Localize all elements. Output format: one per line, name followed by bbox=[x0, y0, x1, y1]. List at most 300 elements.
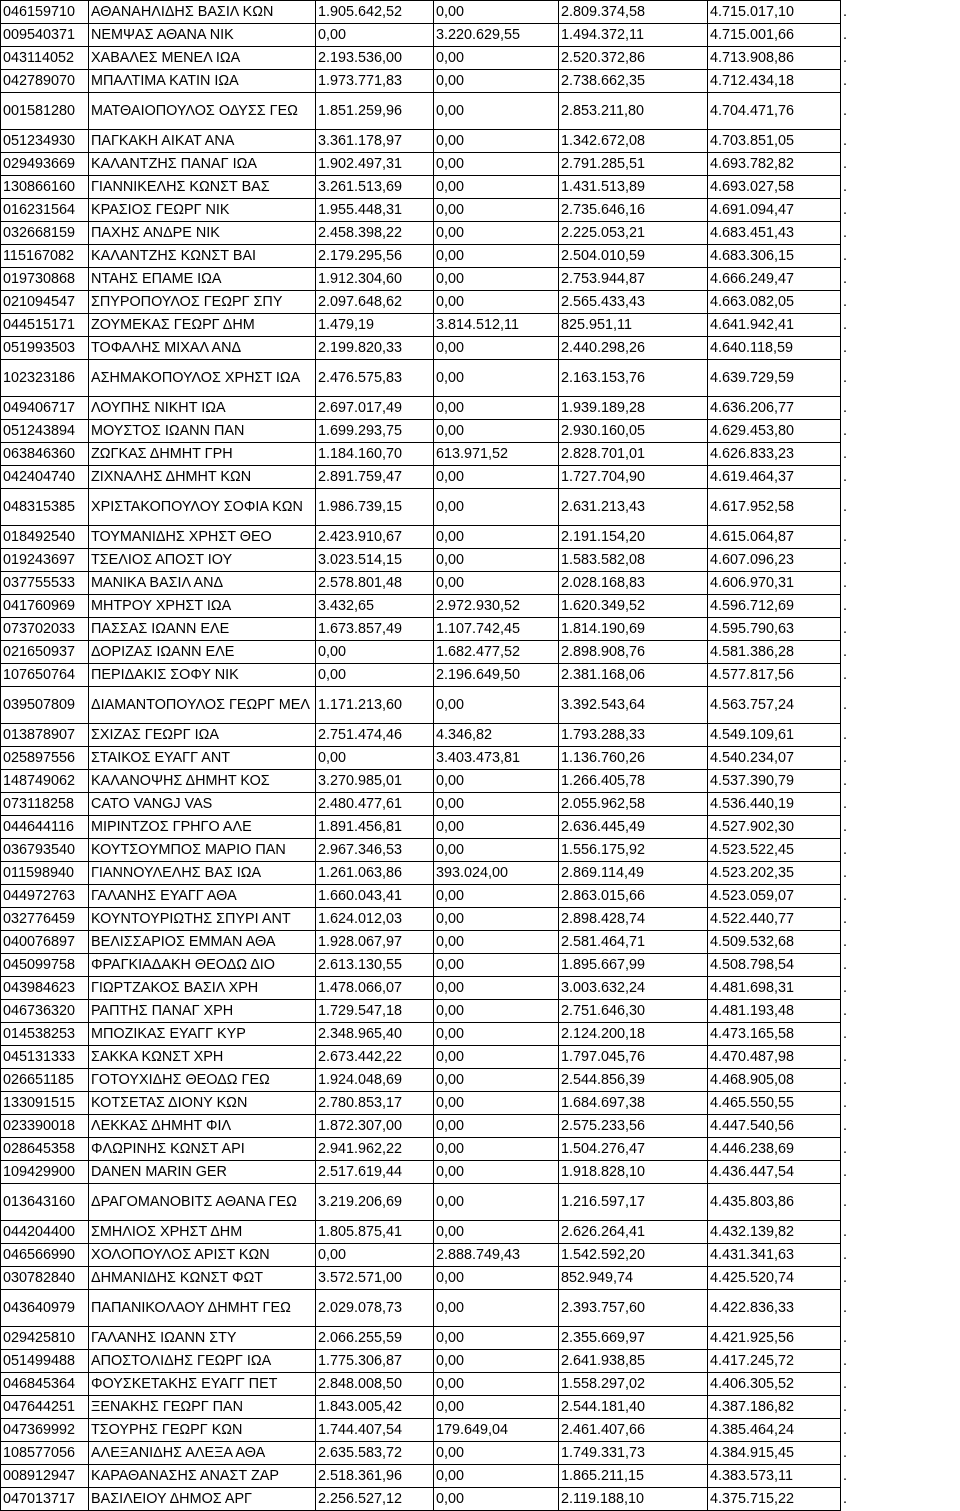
table-row bbox=[1, 1161, 861, 1184]
amount-1-cell: 2.458.398,22 bbox=[316, 222, 434, 245]
amount-3-cell: 2.119.188,10 bbox=[559, 1488, 708, 1511]
marker-cell: . bbox=[841, 70, 861, 93]
total-cell: 4.629.453,80 bbox=[708, 420, 841, 443]
name-cell: ΚΟΥΝΤΟΥΡΙΩΤΗΣ ΣΠΥΡΙ ΑΝΤ bbox=[89, 908, 316, 931]
name-cell: ΠΑΧΗΣ ΑΝΔΡΕ ΝΙΚ bbox=[89, 222, 316, 245]
marker-cell: . bbox=[841, 443, 861, 466]
amount-3-cell: 2.393.757,60 bbox=[559, 1290, 708, 1327]
amount-2-cell: 0,00 bbox=[434, 1373, 559, 1396]
amount-1-cell: 1.673.857,49 bbox=[316, 618, 434, 641]
amount-2-cell: 0,00 bbox=[434, 397, 559, 420]
amount-2-cell: 0,00 bbox=[434, 1350, 559, 1373]
amount-1-cell: 1.973.771,83 bbox=[316, 70, 434, 93]
table-row bbox=[1, 245, 861, 268]
total-cell: 4.693.782,82 bbox=[708, 153, 841, 176]
tax-id-cell: 023390018 bbox=[1, 1115, 89, 1138]
total-cell: 4.666.249,47 bbox=[708, 268, 841, 291]
amount-1-cell: 2.751.474,46 bbox=[316, 724, 434, 747]
amount-1-cell: 0,00 bbox=[316, 24, 434, 47]
amount-1-cell: 1.891.456,81 bbox=[316, 816, 434, 839]
name-cell: ΒΑΣΙΛΕΙΟΥ ΔΗΜΟΣ ΑΡΓ bbox=[89, 1488, 316, 1511]
name-cell: ΜΗΤΡΟΥ ΧΡΗΣΤ ΙΩΑ bbox=[89, 595, 316, 618]
tax-id-cell: 041760969 bbox=[1, 595, 89, 618]
tax-id-cell: 107650764 bbox=[1, 664, 89, 687]
amount-3-cell: 2.504.010,59 bbox=[559, 245, 708, 268]
name-cell: ΣΤΑΙΚΟΣ ΕΥΑΓΓ ΑΝΤ bbox=[89, 747, 316, 770]
tax-id-cell: 051243894 bbox=[1, 420, 89, 443]
amount-2-cell: 0,00 bbox=[434, 549, 559, 572]
marker-cell: . bbox=[841, 572, 861, 595]
name-cell: ΣΧΙΖΑΣ ΓΕΩΡΓ ΙΩΑ bbox=[89, 724, 316, 747]
tax-id-cell: 115167082 bbox=[1, 245, 89, 268]
amount-1-cell: 2.179.295,56 bbox=[316, 245, 434, 268]
total-cell: 4.615.064,87 bbox=[708, 526, 841, 549]
amount-1-cell: 3.361.178,97 bbox=[316, 130, 434, 153]
name-cell: ΑΣΗΜΑΚΟΠΟΥΛΟΣ ΧΡΗΣΤ ΙΩΑ bbox=[89, 360, 316, 397]
amount-2-cell: 0,00 bbox=[434, 1327, 559, 1350]
amount-3-cell: 2.544.181,40 bbox=[559, 1396, 708, 1419]
total-cell: 4.640.118,59 bbox=[708, 337, 841, 360]
amount-1-cell: 2.967.346,53 bbox=[316, 839, 434, 862]
amount-3-cell: 1.431.513,89 bbox=[559, 176, 708, 199]
marker-cell: . bbox=[841, 1465, 861, 1488]
amount-2-cell: 0,00 bbox=[434, 572, 559, 595]
amount-3-cell: 2.163.153,76 bbox=[559, 360, 708, 397]
amount-1-cell: 1.479,19 bbox=[316, 314, 434, 337]
total-cell: 4.607.096,23 bbox=[708, 549, 841, 572]
marker-cell: . bbox=[841, 1488, 861, 1511]
total-cell: 4.715.017,10 bbox=[708, 1, 841, 24]
amount-3-cell: 2.520.372,86 bbox=[559, 47, 708, 70]
total-cell: 4.523.522,45 bbox=[708, 839, 841, 862]
total-cell: 4.446.238,69 bbox=[708, 1138, 841, 1161]
amount-1-cell: 2.193.536,00 bbox=[316, 47, 434, 70]
amount-1-cell: 1.851.259,96 bbox=[316, 93, 434, 130]
marker-cell: . bbox=[841, 1046, 861, 1069]
marker-cell: . bbox=[841, 1373, 861, 1396]
name-cell: ΖΙΧΝΑΛΗΣ ΔΗΜΗΤ ΚΩΝ bbox=[89, 466, 316, 489]
amount-2-cell: 0,00 bbox=[434, 1092, 559, 1115]
table-row bbox=[1, 572, 861, 595]
name-cell: ΓΑΛΑΝΗΣ ΕΥΑΓΓ ΑΘΑ bbox=[89, 885, 316, 908]
total-cell: 4.481.193,48 bbox=[708, 1000, 841, 1023]
amount-2-cell: 0,00 bbox=[434, 816, 559, 839]
table-row bbox=[1, 862, 861, 885]
table-row bbox=[1, 466, 861, 489]
name-cell: DANEN MARIN GER bbox=[89, 1161, 316, 1184]
amount-1-cell: 2.476.575,83 bbox=[316, 360, 434, 397]
tax-id-cell: 043114052 bbox=[1, 47, 89, 70]
name-cell: ΤΟΥΜΑΝΙΔΗΣ ΧΡΗΣΤ ΘΕΟ bbox=[89, 526, 316, 549]
amount-1-cell: 1.902.497,31 bbox=[316, 153, 434, 176]
name-cell: ΞΕΝΑΚΗΣ ΓΕΩΡΓ ΠΑΝ bbox=[89, 1396, 316, 1419]
name-cell: ΠΑΓΚΑΚΗ ΑΙΚΑΤ ΑΝΑ bbox=[89, 130, 316, 153]
total-cell: 4.422.836,33 bbox=[708, 1290, 841, 1327]
amount-1-cell: 1.775.306,87 bbox=[316, 1350, 434, 1373]
table-row bbox=[1, 314, 861, 337]
amount-1-cell: 1.872.307,00 bbox=[316, 1115, 434, 1138]
tax-id-cell: 047644251 bbox=[1, 1396, 89, 1419]
amount-2-cell: 3.403.473,81 bbox=[434, 747, 559, 770]
table-row bbox=[1, 687, 861, 724]
amount-3-cell: 2.735.646,16 bbox=[559, 199, 708, 222]
table-row bbox=[1, 816, 861, 839]
tax-id-cell: 028645358 bbox=[1, 1138, 89, 1161]
tax-id-cell: 045131333 bbox=[1, 1046, 89, 1069]
tax-id-cell: 021650937 bbox=[1, 641, 89, 664]
amount-1-cell: 2.029.078,73 bbox=[316, 1290, 434, 1327]
name-cell: ΓΑΛΑΝΗΣ ΙΩΑΝΝ ΣΤΥ bbox=[89, 1327, 316, 1350]
marker-cell: . bbox=[841, 360, 861, 397]
amount-2-cell: 0,00 bbox=[434, 268, 559, 291]
amount-3-cell: 1.504.276,47 bbox=[559, 1138, 708, 1161]
amount-1-cell: 3.270.985,01 bbox=[316, 770, 434, 793]
amount-3-cell: 2.636.445,49 bbox=[559, 816, 708, 839]
amount-2-cell: 0,00 bbox=[434, 199, 559, 222]
total-cell: 4.406.305,52 bbox=[708, 1373, 841, 1396]
amount-2-cell: 0,00 bbox=[434, 70, 559, 93]
marker-cell: . bbox=[841, 1221, 861, 1244]
total-cell: 4.435.803,86 bbox=[708, 1184, 841, 1221]
table-row bbox=[1, 664, 861, 687]
amount-2-cell: 393.024,00 bbox=[434, 862, 559, 885]
amount-2-cell: 0,00 bbox=[434, 47, 559, 70]
amount-2-cell: 0,00 bbox=[434, 1069, 559, 1092]
amount-3-cell: 1.797.045,76 bbox=[559, 1046, 708, 1069]
table-row bbox=[1, 1350, 861, 1373]
marker-cell: . bbox=[841, 1023, 861, 1046]
name-cell: ΚΟΥΤΣΟΥΜΠΟΣ ΜΑΡΙΟ ΠΑΝ bbox=[89, 839, 316, 862]
tax-id-cell: 108577056 bbox=[1, 1442, 89, 1465]
amount-1-cell: 2.673.442,22 bbox=[316, 1046, 434, 1069]
marker-cell: . bbox=[841, 1244, 861, 1267]
amount-3-cell: 825.951,11 bbox=[559, 314, 708, 337]
tax-id-cell: 029493669 bbox=[1, 153, 89, 176]
amount-1-cell: 1.729.547,18 bbox=[316, 1000, 434, 1023]
tax-id-cell: 042404740 bbox=[1, 466, 89, 489]
marker-cell: . bbox=[841, 24, 861, 47]
table-row bbox=[1, 1023, 861, 1046]
total-cell: 4.563.757,24 bbox=[708, 687, 841, 724]
table-row bbox=[1, 1221, 861, 1244]
amount-2-cell: 0,00 bbox=[434, 1267, 559, 1290]
amount-1-cell: 2.697.017,49 bbox=[316, 397, 434, 420]
amount-2-cell: 0,00 bbox=[434, 1290, 559, 1327]
name-cell: ΜΑΤΘΑΙΟΠΟΥΛΟΣ ΟΔΥΣΣ ΓΕΩ bbox=[89, 93, 316, 130]
marker-cell: . bbox=[841, 770, 861, 793]
amount-3-cell: 2.738.662,35 bbox=[559, 70, 708, 93]
marker-cell: . bbox=[841, 466, 861, 489]
total-cell: 4.470.487,98 bbox=[708, 1046, 841, 1069]
amount-2-cell: 0,00 bbox=[434, 1221, 559, 1244]
marker-cell: . bbox=[841, 931, 861, 954]
table-row bbox=[1, 443, 861, 466]
amount-1-cell: 2.256.527,12 bbox=[316, 1488, 434, 1511]
amount-2-cell: 0,00 bbox=[434, 466, 559, 489]
amount-1-cell: 0,00 bbox=[316, 641, 434, 664]
amount-1-cell: 1.955.448,31 bbox=[316, 199, 434, 222]
amount-1-cell: 0,00 bbox=[316, 1244, 434, 1267]
amount-2-cell: 0,00 bbox=[434, 1023, 559, 1046]
marker-cell: . bbox=[841, 1290, 861, 1327]
amount-1-cell: 1.924.048,69 bbox=[316, 1069, 434, 1092]
amount-2-cell: 179.649,04 bbox=[434, 1419, 559, 1442]
amount-3-cell: 2.355.669,97 bbox=[559, 1327, 708, 1350]
amount-1-cell: 1.986.739,15 bbox=[316, 489, 434, 526]
amount-2-cell: 0,00 bbox=[434, 153, 559, 176]
total-cell: 4.595.790,63 bbox=[708, 618, 841, 641]
table-row bbox=[1, 839, 861, 862]
amount-2-cell: 0,00 bbox=[434, 885, 559, 908]
amount-1-cell: 2.578.801,48 bbox=[316, 572, 434, 595]
amount-3-cell: 2.863.015,66 bbox=[559, 885, 708, 908]
table-row bbox=[1, 1092, 861, 1115]
table-row bbox=[1, 885, 861, 908]
name-cell: ΣΑΚΚΑ ΚΩΝΣΤ ΧΡΗ bbox=[89, 1046, 316, 1069]
marker-cell: . bbox=[841, 397, 861, 420]
amount-1-cell: 2.517.619,44 bbox=[316, 1161, 434, 1184]
tax-id-cell: 044515171 bbox=[1, 314, 89, 337]
total-cell: 4.447.540,56 bbox=[708, 1115, 841, 1138]
name-cell: ΓΙΑΝΝΟΥΛΕΛΗΣ ΒΑΣ ΙΩΑ bbox=[89, 862, 316, 885]
name-cell: ΑΠΟΣΤΟΛΙΔΗΣ ΓΕΩΡΓ ΙΩΑ bbox=[89, 1350, 316, 1373]
table-row bbox=[1, 199, 861, 222]
name-cell: ΤΣΟΥΡΗΣ ΓΕΩΡΓ ΚΩΝ bbox=[89, 1419, 316, 1442]
name-cell: ΧΑΒΑΛΕΣ ΜΕΝΕΛ ΙΩΑ bbox=[89, 47, 316, 70]
name-cell: ΜΟΥΣΤΟΣ ΙΩΑΝΝ ΠΑΝ bbox=[89, 420, 316, 443]
tax-id-cell: 025897556 bbox=[1, 747, 89, 770]
tax-id-cell: 043640979 bbox=[1, 1290, 89, 1327]
table-row bbox=[1, 977, 861, 1000]
tax-id-cell: 011598940 bbox=[1, 862, 89, 885]
name-cell: ΝΕΜΨΑΣ ΑΘΑΝΑ ΝΙΚ bbox=[89, 24, 316, 47]
name-cell: ΚΑΡΑΘΑΝΑΣΗΣ ΑΝΑΣΤ ΖΑΡ bbox=[89, 1465, 316, 1488]
tax-id-cell: 030782840 bbox=[1, 1267, 89, 1290]
amount-3-cell: 1.895.667,99 bbox=[559, 954, 708, 977]
table-row bbox=[1, 1, 861, 24]
amount-3-cell: 1.684.697,38 bbox=[559, 1092, 708, 1115]
table-row bbox=[1, 1327, 861, 1350]
tax-id-cell: 044204400 bbox=[1, 1221, 89, 1244]
tax-id-cell: 046159710 bbox=[1, 1, 89, 24]
marker-cell: . bbox=[841, 222, 861, 245]
amount-3-cell: 2.853.211,80 bbox=[559, 93, 708, 130]
table-row bbox=[1, 1000, 861, 1023]
amount-2-cell: 613.971,52 bbox=[434, 443, 559, 466]
amount-1-cell: 1.928.067,97 bbox=[316, 931, 434, 954]
amount-1-cell: 1.843.005,42 bbox=[316, 1396, 434, 1419]
table-row bbox=[1, 1373, 861, 1396]
amount-1-cell: 2.891.759,47 bbox=[316, 466, 434, 489]
name-cell: ΖΩΓΚΑΣ ΔΗΜΗΤ ΓΡΗ bbox=[89, 443, 316, 466]
total-cell: 4.509.532,68 bbox=[708, 931, 841, 954]
marker-cell: . bbox=[841, 1442, 861, 1465]
table-row bbox=[1, 268, 861, 291]
total-cell: 4.385.464,24 bbox=[708, 1419, 841, 1442]
tax-id-cell: 044644116 bbox=[1, 816, 89, 839]
total-cell: 4.540.234,07 bbox=[708, 747, 841, 770]
total-cell: 4.713.908,86 bbox=[708, 47, 841, 70]
tax-id-cell: 019730868 bbox=[1, 268, 89, 291]
marker-cell: . bbox=[841, 291, 861, 314]
name-cell: ΓΙΑΝΝΙΚΕΛΗΣ ΚΩΝΣΤ ΒΑΣ bbox=[89, 176, 316, 199]
table-row bbox=[1, 1184, 861, 1221]
tax-id-cell: 063846360 bbox=[1, 443, 89, 466]
amount-3-cell: 2.575.233,56 bbox=[559, 1115, 708, 1138]
total-cell: 4.384.915,45 bbox=[708, 1442, 841, 1465]
amount-1-cell: 3.023.514,15 bbox=[316, 549, 434, 572]
amount-2-cell: 0,00 bbox=[434, 931, 559, 954]
table-row bbox=[1, 1290, 861, 1327]
amount-2-cell: 0,00 bbox=[434, 1046, 559, 1069]
amount-3-cell: 2.751.646,30 bbox=[559, 1000, 708, 1023]
marker-cell: . bbox=[841, 793, 861, 816]
marker-cell: . bbox=[841, 1, 861, 24]
tax-id-cell: 001581280 bbox=[1, 93, 89, 130]
tax-id-cell: 109429900 bbox=[1, 1161, 89, 1184]
amount-3-cell: 3.392.543,64 bbox=[559, 687, 708, 724]
total-cell: 4.421.925,56 bbox=[708, 1327, 841, 1350]
amount-3-cell: 1.727.704,90 bbox=[559, 466, 708, 489]
amount-3-cell: 2.191.154,20 bbox=[559, 526, 708, 549]
amount-1-cell: 1.624.012,03 bbox=[316, 908, 434, 931]
name-cell: ΚΑΛΑΝΤΖΗΣ ΚΩΝΣΤ ΒΑΙ bbox=[89, 245, 316, 268]
marker-cell: . bbox=[841, 337, 861, 360]
tax-id-cell: 045099758 bbox=[1, 954, 89, 977]
marker-cell: . bbox=[841, 1161, 861, 1184]
amount-3-cell: 2.828.701,01 bbox=[559, 443, 708, 466]
amount-2-cell: 2.972.930,52 bbox=[434, 595, 559, 618]
amount-3-cell: 2.930.160,05 bbox=[559, 420, 708, 443]
table-row bbox=[1, 954, 861, 977]
amount-3-cell: 2.898.908,76 bbox=[559, 641, 708, 664]
tax-id-cell: 042789070 bbox=[1, 70, 89, 93]
amount-1-cell: 1.261.063,86 bbox=[316, 862, 434, 885]
total-cell: 4.481.698,31 bbox=[708, 977, 841, 1000]
tax-id-cell: 008912947 bbox=[1, 1465, 89, 1488]
amount-1-cell: 1.184.160,70 bbox=[316, 443, 434, 466]
marker-cell: . bbox=[841, 687, 861, 724]
total-cell: 4.431.341,63 bbox=[708, 1244, 841, 1267]
tax-id-cell: 044972763 bbox=[1, 885, 89, 908]
amount-2-cell: 0,00 bbox=[434, 1396, 559, 1419]
total-cell: 4.715.001,66 bbox=[708, 24, 841, 47]
tax-id-cell: 047369992 bbox=[1, 1419, 89, 1442]
amount-3-cell: 1.939.189,28 bbox=[559, 397, 708, 420]
amount-3-cell: 1.136.760,26 bbox=[559, 747, 708, 770]
amount-2-cell: 0,00 bbox=[434, 130, 559, 153]
amount-1-cell: 2.848.008,50 bbox=[316, 1373, 434, 1396]
amount-3-cell: 2.544.856,39 bbox=[559, 1069, 708, 1092]
name-cell: ΖΟΥΜΕΚΑΣ ΓΕΩΡΓ ΔΗΜ bbox=[89, 314, 316, 337]
amount-2-cell: 0,00 bbox=[434, 1161, 559, 1184]
amount-3-cell: 1.918.828,10 bbox=[559, 1161, 708, 1184]
tax-id-cell: 073702033 bbox=[1, 618, 89, 641]
amount-1-cell: 2.613.130,55 bbox=[316, 954, 434, 977]
tax-id-cell: 021094547 bbox=[1, 291, 89, 314]
marker-cell: . bbox=[841, 1184, 861, 1221]
tax-id-cell: 046736320 bbox=[1, 1000, 89, 1023]
table-row bbox=[1, 47, 861, 70]
marker-cell: . bbox=[841, 885, 861, 908]
name-cell: ΔΡΑΓΟΜΑΝΟΒΙΤΣ ΑΘΑΝΑ ΓΕΩ bbox=[89, 1184, 316, 1221]
total-cell: 4.549.109,61 bbox=[708, 724, 841, 747]
total-cell: 4.508.798,54 bbox=[708, 954, 841, 977]
marker-cell: . bbox=[841, 1267, 861, 1290]
name-cell: ΤΟΦΑΛΗΣ ΜΙΧΑΛ ΑΝΔ bbox=[89, 337, 316, 360]
total-cell: 4.639.729,59 bbox=[708, 360, 841, 397]
table-row bbox=[1, 130, 861, 153]
amount-1-cell: 1.171.213,60 bbox=[316, 687, 434, 724]
amount-2-cell: 0,00 bbox=[434, 793, 559, 816]
amount-3-cell: 2.381.168,06 bbox=[559, 664, 708, 687]
table-row bbox=[1, 176, 861, 199]
amount-2-cell: 0,00 bbox=[434, 908, 559, 931]
marker-cell: . bbox=[841, 724, 861, 747]
amount-1-cell: 2.097.648,62 bbox=[316, 291, 434, 314]
amount-3-cell: 3.003.632,24 bbox=[559, 977, 708, 1000]
table-row bbox=[1, 1244, 861, 1267]
amount-2-cell: 1.107.742,45 bbox=[434, 618, 559, 641]
name-cell: ΤΣΕΛΙΟΣ ΑΠΟΣΤ ΙΟΥ bbox=[89, 549, 316, 572]
amount-3-cell: 2.626.264,41 bbox=[559, 1221, 708, 1244]
amount-1-cell: 2.780.853,17 bbox=[316, 1092, 434, 1115]
amount-2-cell: 0,00 bbox=[434, 176, 559, 199]
amount-3-cell: 2.641.938,85 bbox=[559, 1350, 708, 1373]
tax-id-cell: 040076897 bbox=[1, 931, 89, 954]
table-row bbox=[1, 549, 861, 572]
tax-id-cell: 051993503 bbox=[1, 337, 89, 360]
amount-1-cell: 1.699.293,75 bbox=[316, 420, 434, 443]
amount-2-cell: 0,00 bbox=[434, 291, 559, 314]
name-cell: ΚΟΤΣΕΤΑΣ ΔΙΟΝΥ ΚΩΝ bbox=[89, 1092, 316, 1115]
amount-1-cell: 2.518.361,96 bbox=[316, 1465, 434, 1488]
tax-id-cell: 049406717 bbox=[1, 397, 89, 420]
name-cell: ΓΙΩΡΤΖΑΚΟΣ ΒΑΣΙΛ ΧΡΗ bbox=[89, 977, 316, 1000]
amount-3-cell: 1.793.288,33 bbox=[559, 724, 708, 747]
marker-cell: . bbox=[841, 977, 861, 1000]
amount-2-cell: 0,00 bbox=[434, 954, 559, 977]
name-cell: ΚΑΛΑΝΟΨΗΣ ΔΗΜΗΤ ΚΟΣ bbox=[89, 770, 316, 793]
amount-1-cell: 0,00 bbox=[316, 747, 434, 770]
amount-1-cell: 2.199.820,33 bbox=[316, 337, 434, 360]
tax-id-cell: 046566990 bbox=[1, 1244, 89, 1267]
amount-2-cell: 0,00 bbox=[434, 977, 559, 1000]
total-cell: 4.375.715,22 bbox=[708, 1488, 841, 1511]
amount-1-cell: 2.635.583,72 bbox=[316, 1442, 434, 1465]
name-cell: ΦΡΑΓΚΙΑΔΑΚΗ ΘΕΟΔΩ ΔΙΟ bbox=[89, 954, 316, 977]
total-cell: 4.693.027,58 bbox=[708, 176, 841, 199]
name-cell: ΦΟΥΣΚΕΤΑΚΗΣ ΕΥΑΓΓ ΠΕΤ bbox=[89, 1373, 316, 1396]
tax-id-cell: 036793540 bbox=[1, 839, 89, 862]
marker-cell: . bbox=[841, 839, 861, 862]
marker-cell: . bbox=[841, 489, 861, 526]
amount-3-cell: 1.814.190,69 bbox=[559, 618, 708, 641]
amount-2-cell: 4.346,82 bbox=[434, 724, 559, 747]
marker-cell: . bbox=[841, 1115, 861, 1138]
amount-2-cell: 1.682.477,52 bbox=[434, 641, 559, 664]
amount-3-cell: 2.055.962,58 bbox=[559, 793, 708, 816]
total-cell: 4.523.202,35 bbox=[708, 862, 841, 885]
name-cell: ΧΡΙΣΤΑΚΟΠΟΥΛΟΥ ΣΟΦΙΑ ΚΩΝ bbox=[89, 489, 316, 526]
amount-2-cell: 0,00 bbox=[434, 360, 559, 397]
tax-id-cell: 016231564 bbox=[1, 199, 89, 222]
name-cell: ΔΗΜΑΝΙΔΗΣ ΚΩΝΣΤ ΦΩΤ bbox=[89, 1267, 316, 1290]
total-cell: 4.596.712,69 bbox=[708, 595, 841, 618]
marker-cell: . bbox=[841, 526, 861, 549]
amount-3-cell: 1.620.349,52 bbox=[559, 595, 708, 618]
tax-id-cell: 043984623 bbox=[1, 977, 89, 1000]
